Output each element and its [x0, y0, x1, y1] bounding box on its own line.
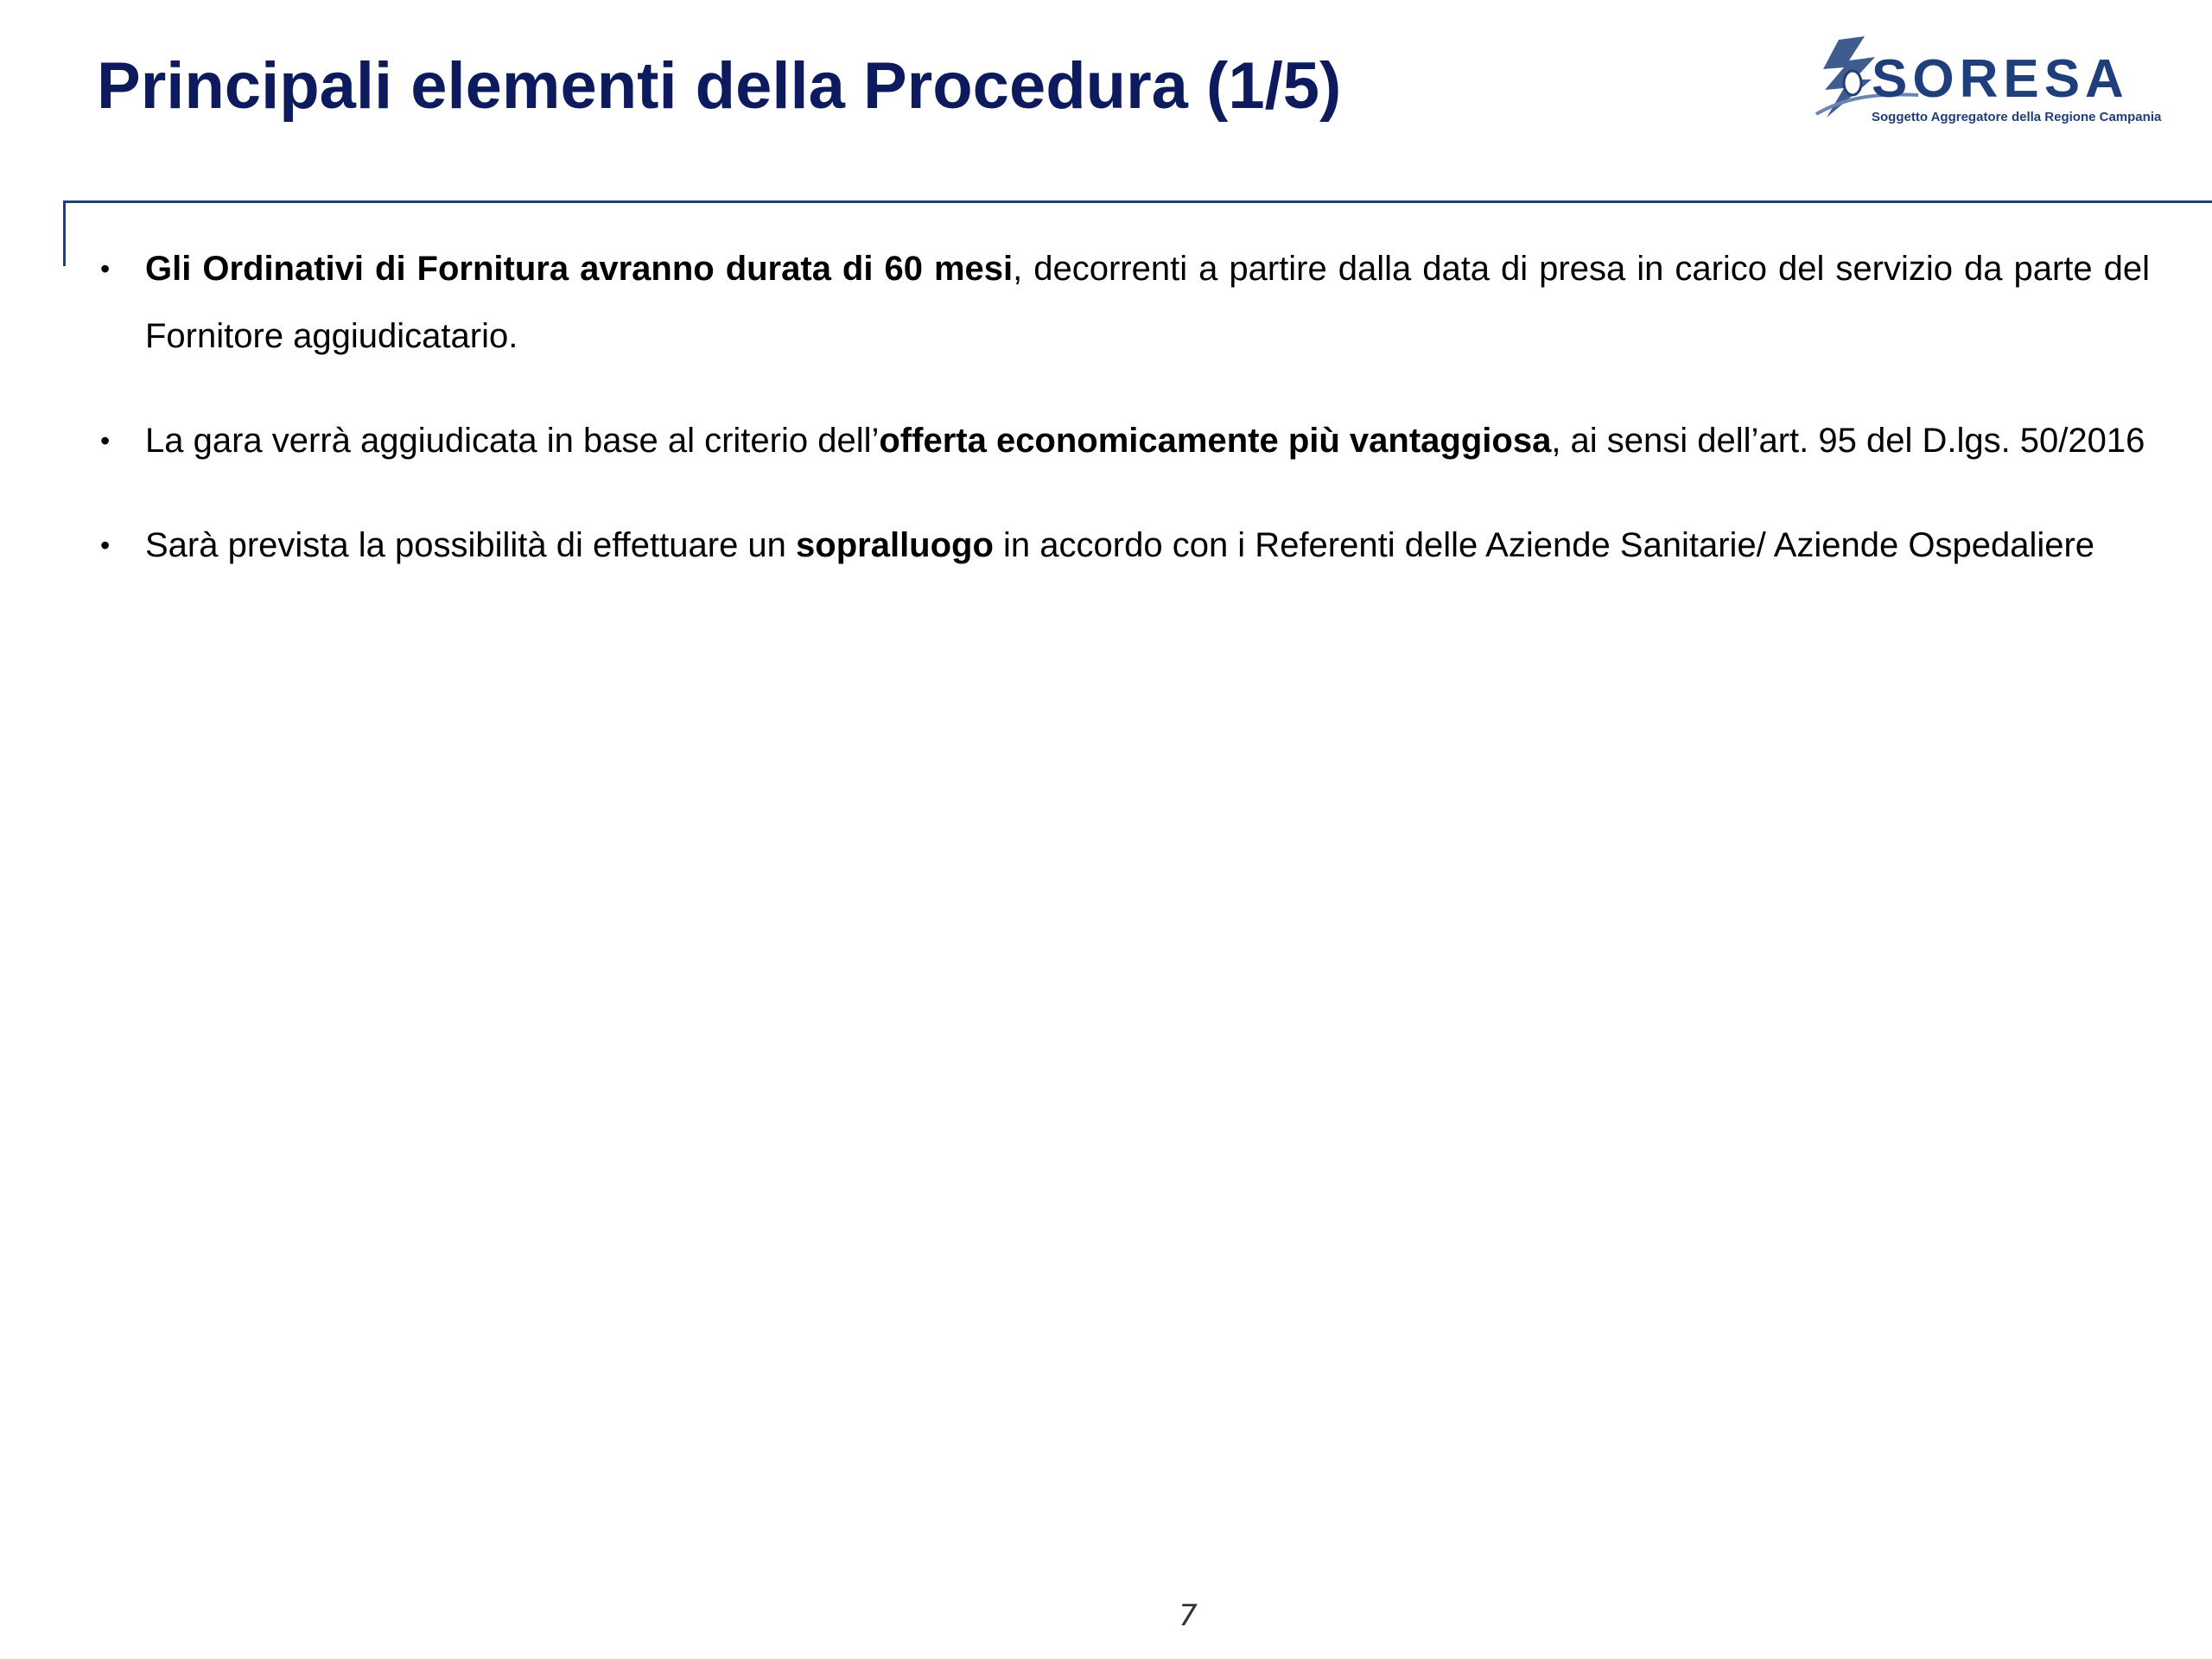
- bullet-item-site-visit: [97, 512, 2150, 579]
- slide-title: Principali elementi della Procedura (1/5): [97, 49, 1342, 123]
- bullet-bold-text: sopralluogo: [796, 526, 994, 564]
- bullet-text-before: La gara verrà aggiudicata in base al criterio dell’: [145, 422, 880, 460]
- bullet-bold-text: Gli Ordinativi di Fornitura avranno durata di 60 mesi: [145, 250, 1014, 288]
- bullet-text-after: , ai sensi dell’art. 95 del D.lgs. 50/2016: [1551, 422, 2145, 460]
- soresa-logo: [1815, 35, 2177, 131]
- bullet-text-after: in accordo con i Referenti delle Aziende Sanitarie/ Aziende Ospedaliere: [993, 526, 2095, 564]
- bullet-item-award-criterion: [97, 407, 2150, 474]
- bullet-bold-text: offerta economicamente più vantaggiosa: [879, 422, 1552, 460]
- content-frame-top-line: [63, 200, 2212, 203]
- content-frame-left-tick: [63, 200, 66, 266]
- soresa-logo-icon: [1815, 35, 2177, 131]
- logo-subtitle: Soggetto Aggregatore della Regione Campania: [1872, 110, 2162, 124]
- bullet-dot: •: [100, 530, 111, 561]
- page-number: 7: [1179, 1599, 1198, 1633]
- bullet-dot: •: [100, 253, 111, 284]
- bullet-dot: •: [100, 425, 111, 456]
- bullet-list: [97, 235, 2150, 616]
- bullet-item-duration: [97, 235, 2150, 370]
- bullet-text-before: Sarà prevista la possibilità di effettuare un: [145, 526, 797, 564]
- bullet-text-after: , decorrenti a partire dalla data di presa in carico del servizio da parte del Fornitore aggiudicatario.: [145, 250, 2150, 355]
- logo-wordmark: SORESA: [1872, 49, 2129, 109]
